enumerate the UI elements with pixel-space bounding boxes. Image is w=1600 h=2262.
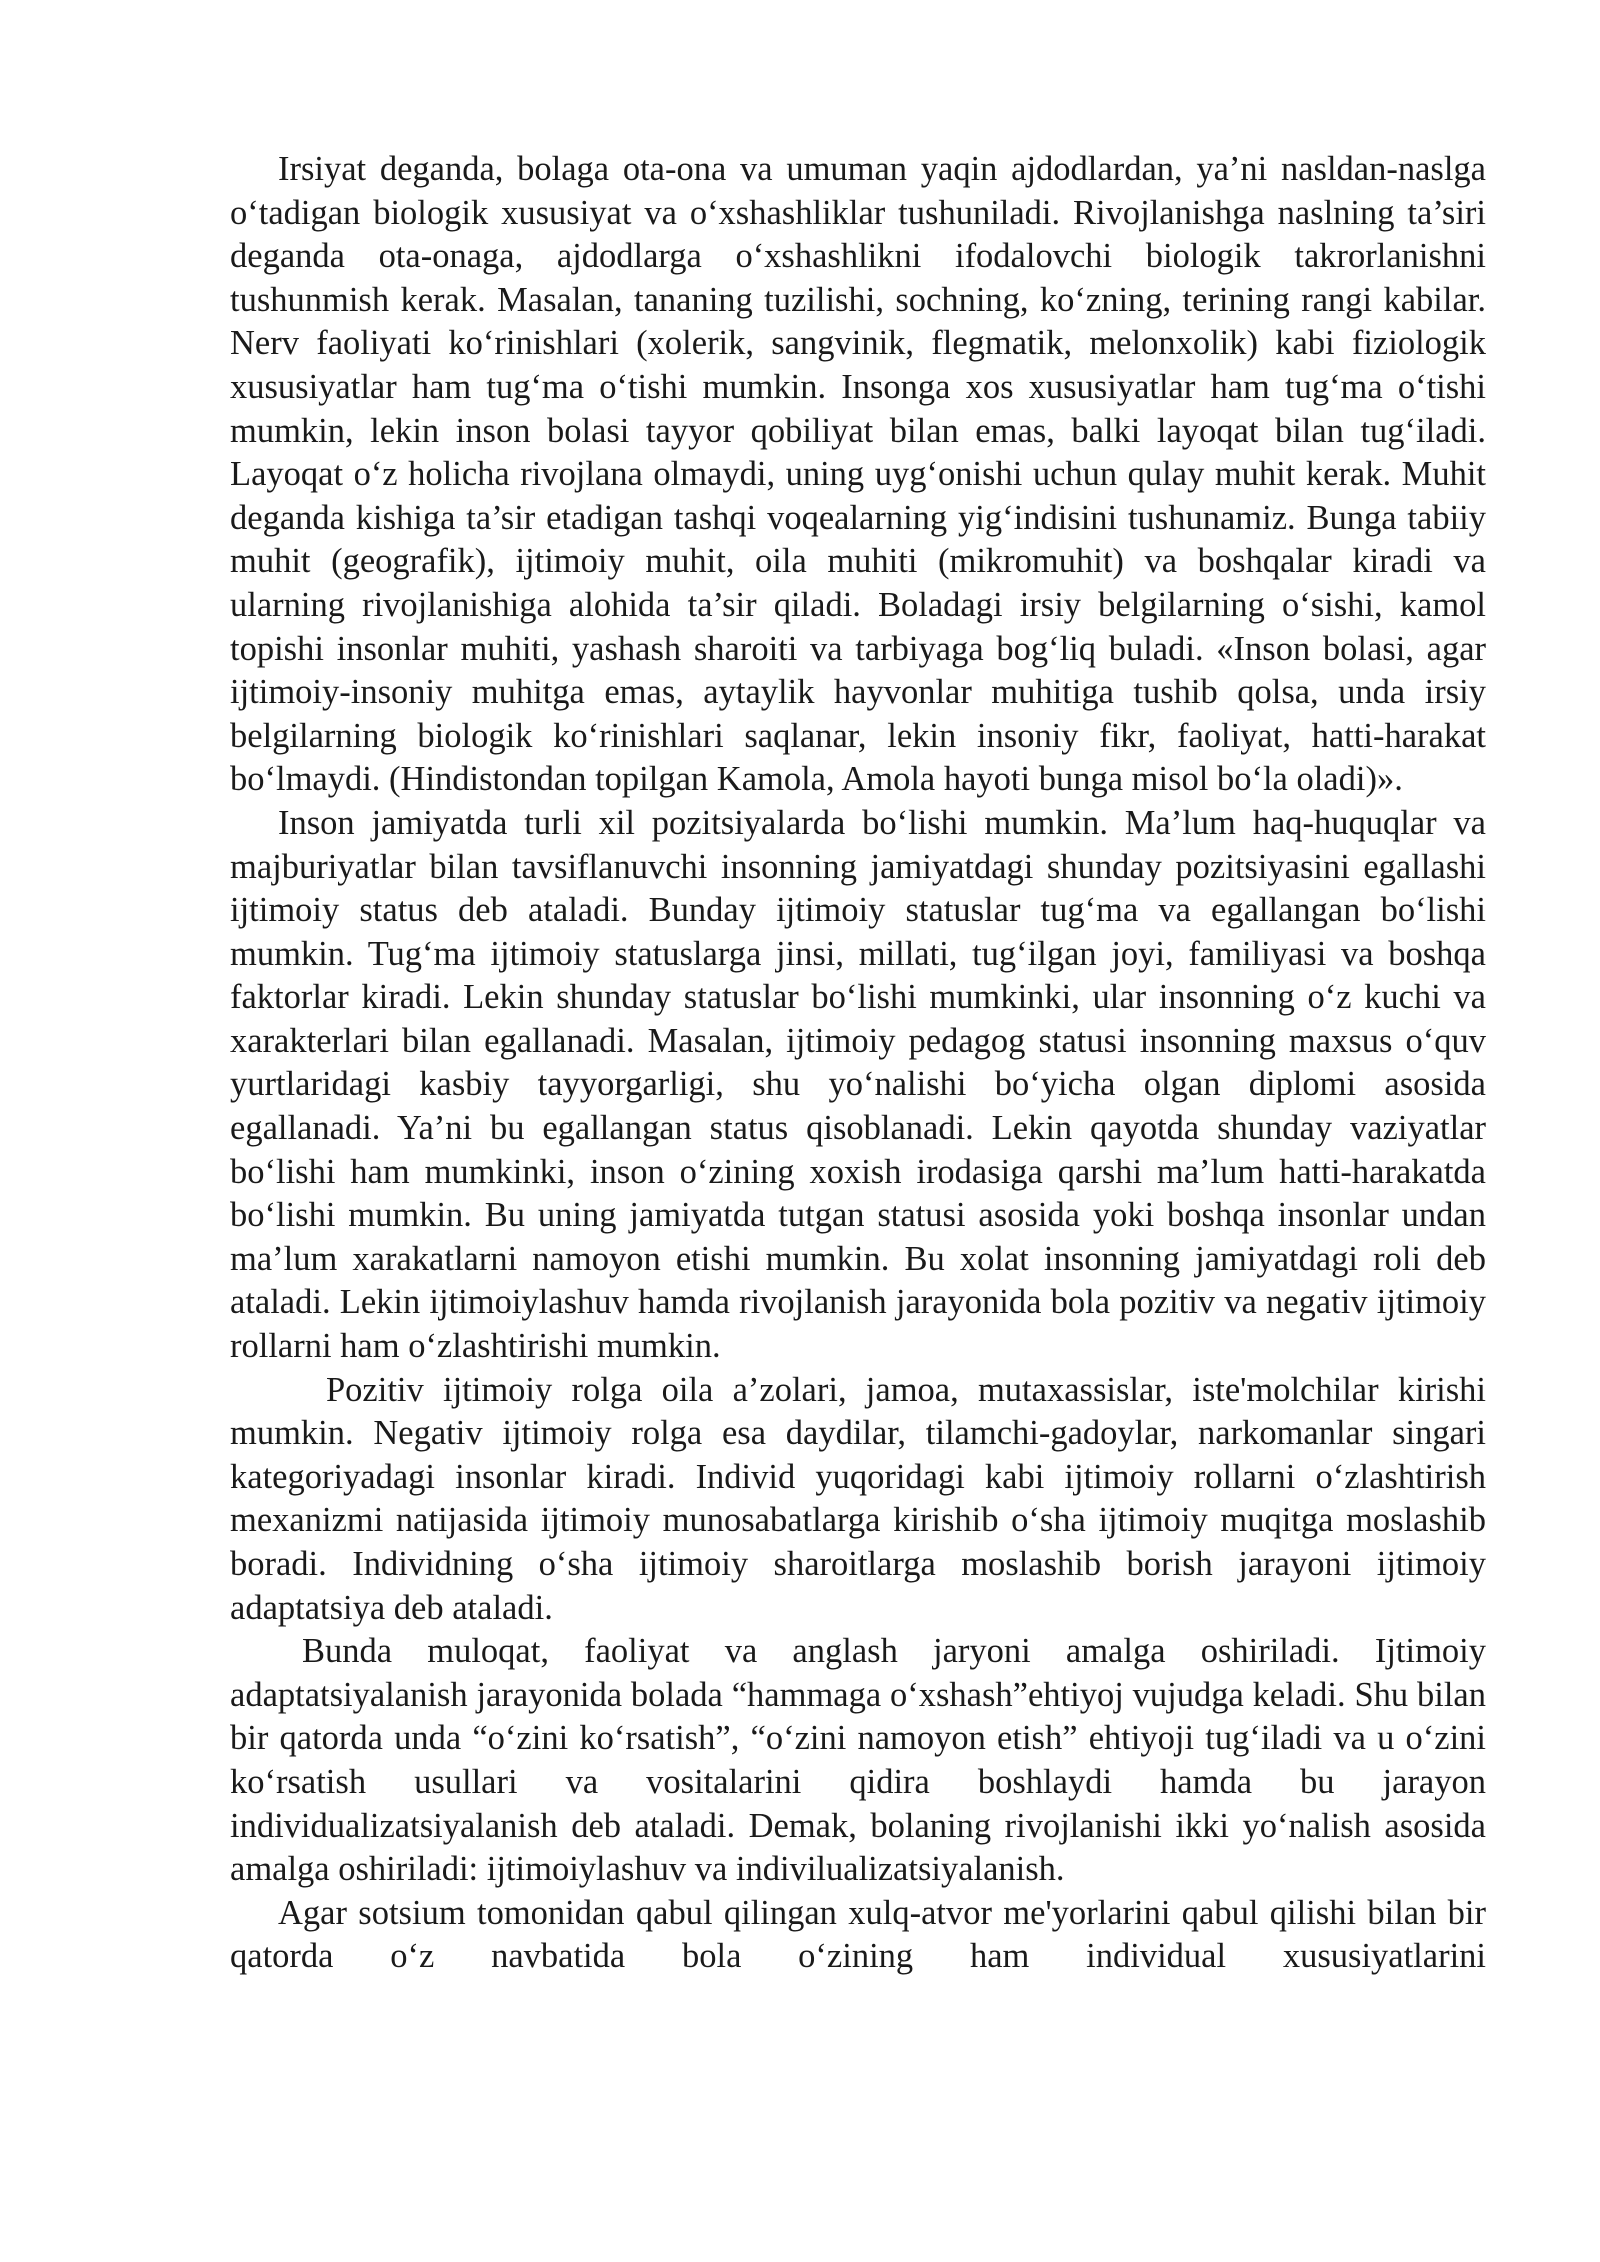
paragraph-social-status: Inson jamiyatda turli xil pozitsiyalarda bo‘lishi mumkin. Ma’lum haq-huquqlar va majburiyatlar bilan tavsiflanuvchi insonning jamiyatdagi shunday pozitsiyasini egallashi ijtimoiy status deb ataladi. Bunday ijtimoiy statuslar tug‘ma va egallangan bo‘lishi mumkin. Tug‘ma ijtimoiy statuslarga jinsi, millati, tug‘ilgan joyi, familiyasi va boshqa faktorlar kiradi. Lekin shunday statuslar bo‘lishi mumkinki, ular insonning o‘z kuchi va xarakterlari bilan egallanadi. Masalan, ijtimoiy pedagog statusi insonning maxsus o‘quv yurtlaridagi kasbiy tayyorgarligi, shu yo‘nalishi bo‘yicha olgan diplomi asosida egallanadi. Ya’ni bu egallangan status qisoblanadi. Lekin qayotda shunday vaziyatlar bo‘lishi ham mumkinki, inson o‘zining xoxish irodasiga qarshi ma’lum hatti-harakatda bo‘lishi mumkin. Bu uning jamiyatda tutgan statusi asosida yoki boshqa insonlar undan ma’lum xarakatlarni namoyon etishi mumkin. Bu xolat insonning jamiyatdagi roli deb ataladi. Lekin ijtimoiylashuv hamda rivojlanish jarayonida bola pozitiv va negativ ijtimoiy rollarni ham o‘zlashtirishi mumkin.: [230, 803, 1486, 1366]
paragraph-individualization: Bunda muloqat, faoliyat va anglash jaryoni amalga oshiriladi. Ijtimoiy adaptatsiyalanish jarayonida bolada “hammaga o‘xshash”ehtiyoj vujudga keladi. Shu bilan bir qatorda unda “o‘zini ko‘rsatish”, “o‘zini namoyon etish” ehtiyoji tug‘iladi va u o‘zini ko‘rsatish usullari va vositalarini qidira boshlaydi hamda bu jarayon individualizatsiyalanish deb ataladi. Demak, bolaning rivojlanishi ikki yo‘nalish asosida amalga oshiriladi: ijtimoiylashuv va indivilualizatsiyalanish.: [230, 1632, 1486, 1889]
paragraph-social-roles: Pozitiv ijtimoiy rolga oila a’zolari, jamoa, mutaxassislar, iste'molchilar kirishi mumkin. Negativ ijtimoiy rolga esa daydilar, tilamchi-gadoylar, narkomanlar singari kategoriyadagi insonlar kiradi. Individ yuqoridagi kabi ijtimoiy rollarni o‘zlashtirish mexanizmi natijasida ijtimoiy munosabatlarga kirishib o‘sha ijtimoiy muqitga moslashib boradi. Individning o‘sha ijtimoiy sharoitlarga moslashib borish jarayoni ijtimoiy adaptatsiya deb ataladi.: [230, 1370, 1486, 1627]
paragraph-socium: Agar sotsium tomonidan qabul qilingan xulq-atvor me'yorlarini qabul qilishi bilan bir qatorda o‘z navbatida bola o‘zining ham individual xususiyatlarini: [230, 1893, 1486, 1976]
paragraph-heredity: Irsiyat deganda, bolaga ota-ona va umuman yaqin ajdodlardan, ya’ni nasldan-naslga o‘tadigan biologik xususiyat va o‘xshashliklar tushuniladi. Rivojlanishga naslning ta’siri deganda ota-onaga, ajdodlarga o‘xshashlikni ifodalovchi biologik takrorlanishni tushunmish kerak. Masalan, tananing tuzilishi, sochning, ko‘zning, terining rangi kabilar. Nerv faoliyati ko‘rinishlari (xolerik, sangvinik, flegmatik, melonxolik) kabi fiziologik xususiyatlar ham tug‘ma o‘tishi mumkin. Insonga xos xususiyatlar ham tug‘ma o‘tishi mumkin, lekin inson bolasi tayyor qobiliyat bilan emas, balki layoqat bilan tug‘iladi. Layoqat o‘z holicha rivojlana olmaydi, uning uyg‘onishi uchun qulay muhit kerak. Muhit deganda kishiga ta’sir etadigan tashqi voqealarning yig‘indisini tushunamiz. Bunga tabiiy muhit (geografik), ijtimoiy muhit, oila muhiti (mikromuhit) va boshqalar kiradi va ularning rivojlanishiga alohida ta’sir qiladi. Boladagi irsiy belgilarning o‘sishi, kamol topishi insonlar muhiti, yashash sharoiti va tarbiyaga bog‘liq buladi. «Inson bolasi, agar ijtimoiy-insoniy muhitga emas, aytaylik hayvonlar muhitiga tushib qolsa, unda irsiy belgilarning biologik ko‘rinishlari saqlanar, lekin insoniy fikr, faoliyat, hatti-harakat bo‘lmaydi. (Hindistondan topilgan Kamola, Amola hayoti bunga misol bo‘la oladi)».: [230, 150, 1486, 799]
document-page: [230, 148, 1486, 1979]
